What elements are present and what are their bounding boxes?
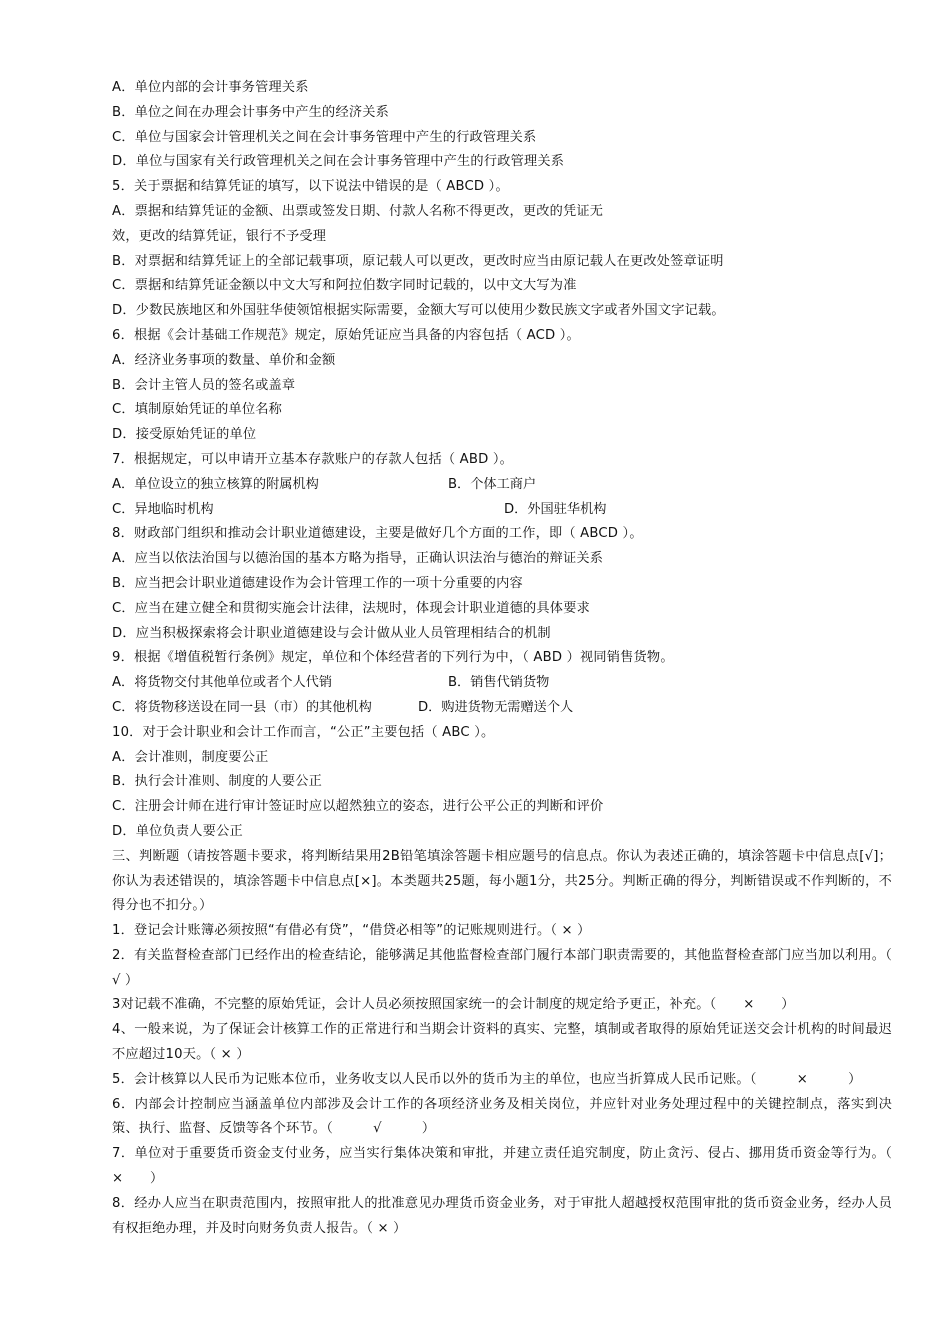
question-5: 5．关于票据和结算凭证的填写，以下说法中错误的是（ ABCD ）。: [112, 179, 509, 195]
option-line: B．应当把会计职业道德建设作为会计管理工作的一项十分重要的内容: [112, 575, 523, 591]
question-8: 8．财政部门组织和推动会计职业道德建设，主要是做好几个方面的工作，即（ ABCD ）。: [112, 526, 643, 542]
question-7: 7．根据规定，可以申请开立基本存款账户的存款人包括（ ABD ）。: [112, 451, 514, 467]
judge-item-8: 8．经办人应当在职责范围内，按照审批人的批准意见办理货币资金业务，对于审批人超越授权范围审批的货币资金业务，经办人员有权拒绝办理，并及时向财务负责人报告。（ × ）: [112, 1195, 892, 1236]
option-line: C．单位与国家会计管理机关之间在会计事务管理中产生的行政管理关系: [112, 129, 537, 145]
option-line: A．会计准则，制度要公正: [112, 749, 269, 765]
option-b: B．销售代销货物: [448, 675, 550, 691]
option-line: D．单位负责人要公正: [112, 823, 243, 839]
q7-options-row-1: [112, 473, 892, 498]
option-line: D．少数民族地区和外国驻华使领馆根据实际需要，金额大写可以使用少数民族文字或者外国文字记载。: [112, 303, 725, 319]
option-b: B．个体工商户: [448, 476, 537, 492]
option-line: B．会计主管人员的签名或盖章: [112, 377, 296, 393]
section-3-intro: 三、判断题（请按答题卡要求，将判断结果用2B铅笔填涂答题卡相应题号的信息点。你认为表述正确的，填涂答题卡中信息点[√]；你认为表述错误的，填涂答题卡中信息点[×]。本类题共25题，每小题1分，共25分。判断正确的得分，判断错误或不作判断的，不得分也不扣分。）: [112, 848, 892, 914]
option-line: B．单位之间在办理会计事务中产生的经济关系: [112, 104, 389, 120]
judge-item-3: 3对记载不准确，不完整的原始凭证，会计人员必须按照国家统一的会计制度的规定给予更正，补充。（ × ）: [112, 997, 795, 1013]
option-line: C．填制原始凭证的单位名称: [112, 402, 283, 418]
question-6: 6．根据《会计基础工作规范》规定，原始凭证应当具备的内容包括（ ACD ）。: [112, 327, 580, 343]
option-line: C．票据和结算凭证金额以中文大写和阿拉伯数字同时记载的，以中文大写为准: [112, 278, 577, 294]
option-line: C．应当在建立健全和贯彻实施会计法律，法规时，体现会计职业道德的具体要求: [112, 600, 590, 616]
option-line: B．对票据和结算凭证上的全部记载事项，原记载人可以更改，更改时应当由原记载人在更改处签章证明: [112, 253, 724, 269]
q9-options-row-2: [112, 696, 892, 721]
option-c: C．异地临时机构: [112, 501, 214, 517]
page-content: [112, 76, 919, 1241]
judge-item-6: 6．内部会计控制应当涵盖单位内部涉及会计工作的各项经济业务及相关岗位，并应针对业务处理过程中的关键控制点，落实到决策、执行、监督、反馈等各个环节。（ √ ）: [112, 1096, 892, 1137]
judge-item-5: 5．会计核算以人民币为记账本位币，业务收支以人民币以外的货币为主的单位，也应当折算成人民币记账。（ × ）: [112, 1071, 862, 1087]
option-line: A．经济业务事项的数量、单价和金额: [112, 352, 336, 368]
option-line: A．单位内部的会计事务管理关系: [112, 80, 309, 95]
option-d: D．外国驻华机构: [504, 501, 607, 517]
judge-item-2: 2．有关监督检查部门已经作出的检查结论，能够满足其他监督检查部门履行本部门职责需要的，其他监督检查部门应当加以利用。（ √ ）: [112, 947, 892, 988]
option-line: A．应当以依法治国与以德治国的基本方略为指导，正确认识法治与德治的辩证关系: [112, 551, 604, 567]
option-line: A．票据和结算凭证的金额、出票或签发日期、付款人名称不得更改，更改的凭证无: [112, 203, 604, 219]
judge-item-4: 4、一般来说，为了保证会计核算工作的正常进行和当期会计资料的真实、完整，填制或者取得的原始凭证送交会计机构的时间最迟不应超过10天。（ × ）: [112, 1022, 892, 1063]
q9-options-row-1: [112, 671, 892, 696]
judge-item-1: 1．登记会计账簿必须按照“有借必有贷”，“借贷必相等”的记账规则进行。（ × ）: [112, 923, 591, 939]
option-c: C．将货物移送设在同一县（市）的其他机构: [112, 699, 372, 715]
option-line: D．单位与国家有关行政管理机关之间在会计事务管理中产生的行政管理关系: [112, 154, 565, 170]
option-line: C．注册会计师在进行审计签证时应以超然独立的姿态，进行公平公正的判断和评价: [112, 799, 604, 815]
q7-options-row-2: [112, 498, 892, 523]
option-line-continued: 效，更改的结算凭证，银行不予受理: [112, 228, 327, 244]
option-line: D．接受原始凭证的单位: [112, 427, 257, 443]
option-a: A．单位设立的独立核算的附属机构: [112, 476, 319, 492]
question-10: 10．对于会计职业和会计工作而言，“公正”主要包括（ ABC ）。: [112, 724, 495, 740]
question-9: 9．根据《增值税暂行条例》规定，单位和个体经营者的下列行为中，（ ABD ）视同销售货物。: [112, 650, 674, 666]
option-d: D．购进货物无需赠送个人: [418, 699, 574, 715]
judge-item-7: 7．单位对于重要货币资金支付业务，应当实行集体决策和审批，并建立责任追究制度，防止贪污、侵占、挪用货币资金等行为。（ × ）: [112, 1146, 919, 1187]
option-line: B．执行会计准则、制度的人要公正: [112, 774, 323, 790]
option-a: A．将货物交付其他单位或者个人代销: [112, 675, 333, 691]
option-line: D．应当积极探索将会计职业道德建设与会计做从业人员管理相结合的机制: [112, 625, 551, 641]
